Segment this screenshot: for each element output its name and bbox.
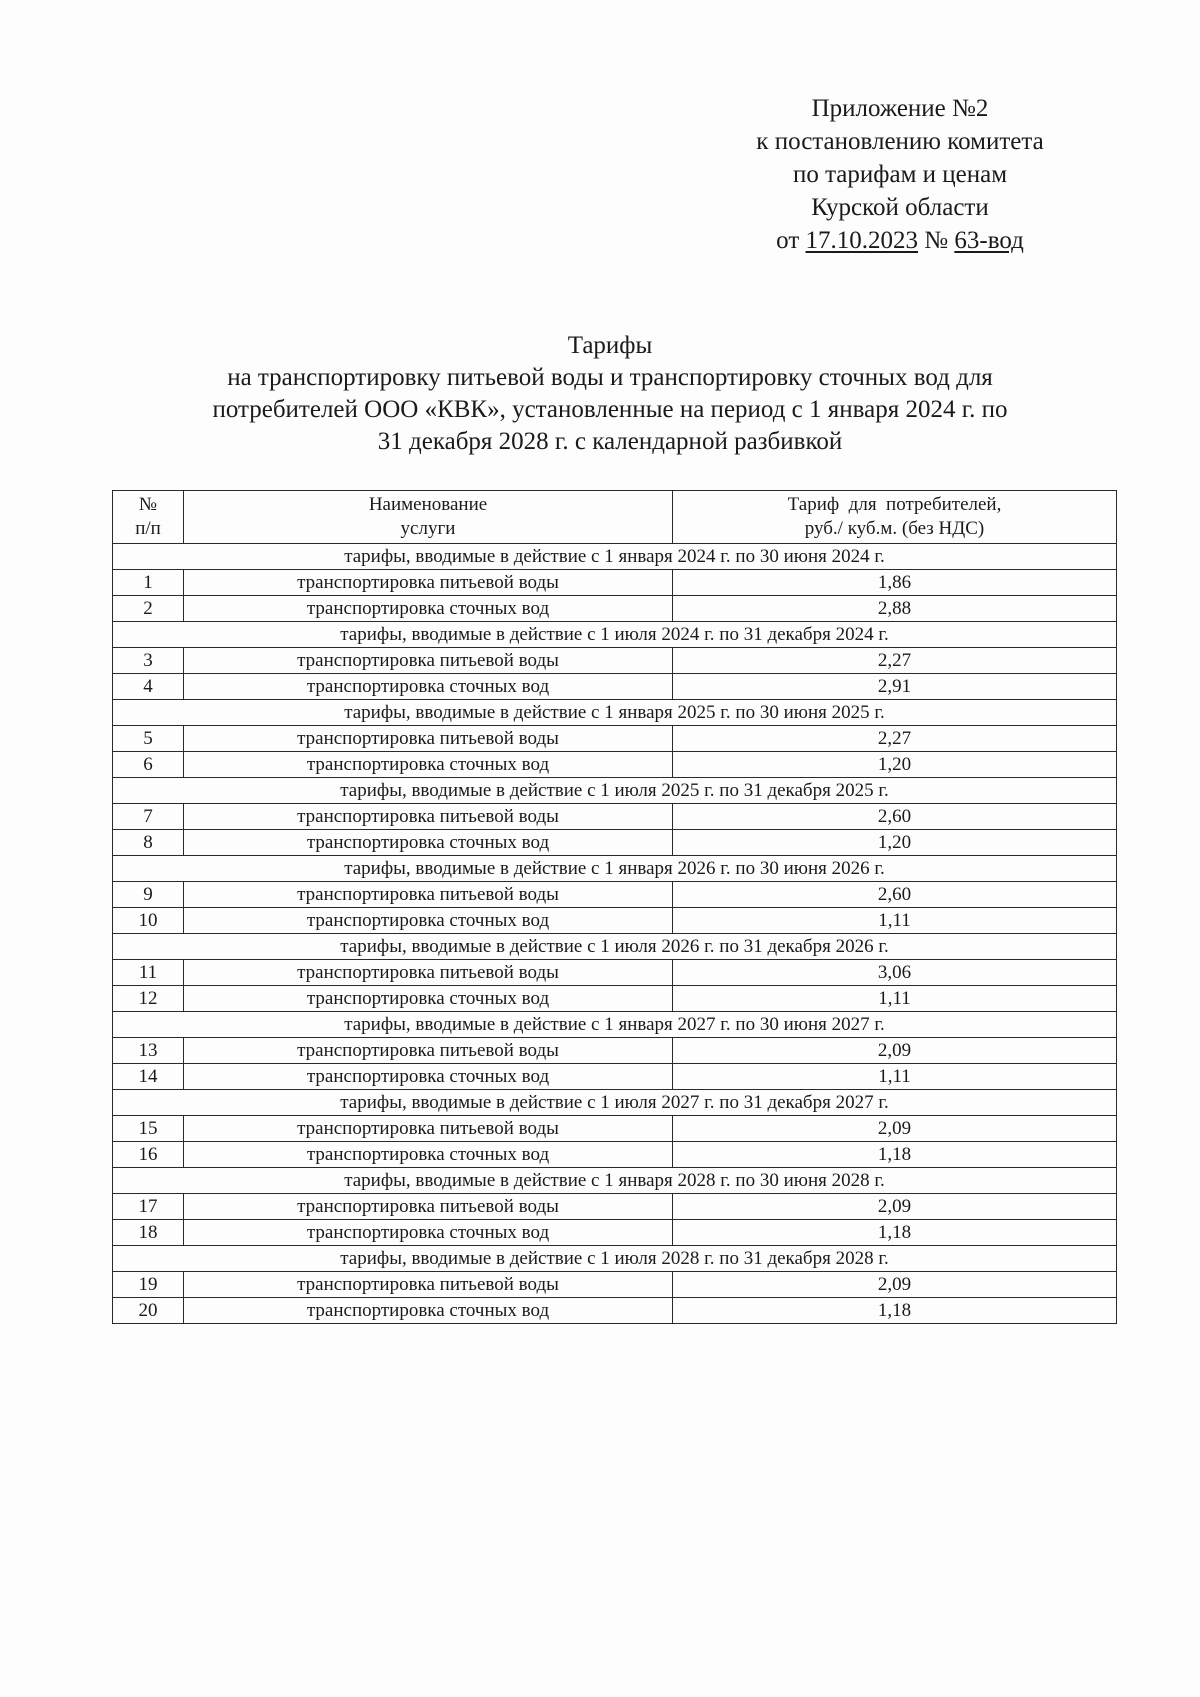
- service-name: транспортировка сточных вод: [184, 908, 673, 934]
- row-number: 17: [113, 1194, 184, 1220]
- header-number-line: №: [138, 494, 158, 515]
- table-row: [113, 804, 1117, 830]
- table-row: [113, 1116, 1117, 1142]
- header-tariff-line: руб./ куб.м. (без НДС): [804, 518, 985, 539]
- title-line: потребителей ООО «КВК», установленные на период с 1 января 2024 г. по: [212, 396, 1008, 423]
- row-number: 18: [113, 1220, 184, 1246]
- period-row: [113, 1090, 1117, 1116]
- tariff-value: 3,06: [673, 960, 1117, 986]
- period-row: [113, 934, 1117, 960]
- service-name: транспортировка питьевой воды: [184, 1272, 673, 1298]
- appendix-reference-line: к постановлению комитета: [756, 128, 1044, 155]
- service-name: транспортировка сточных вод: [184, 1220, 673, 1246]
- row-number: 2: [113, 596, 184, 622]
- service-name: транспортировка сточных вод: [184, 1298, 673, 1324]
- resolution-date: 17.10.2023: [805, 227, 919, 254]
- tariff-table-body: [113, 544, 1117, 1324]
- table-row: [113, 986, 1117, 1012]
- table-row: [113, 1038, 1117, 1064]
- table-row: [113, 674, 1117, 700]
- row-number: 5: [113, 726, 184, 752]
- header-tariff-line: Тариф для потребителей,: [787, 494, 1002, 515]
- service-name: транспортировка сточных вод: [184, 986, 673, 1012]
- row-number: 4: [113, 674, 184, 700]
- resolution-number: 63-вод: [954, 227, 1024, 254]
- tariff-value: 2,27: [673, 648, 1117, 674]
- service-name: транспортировка питьевой воды: [184, 570, 673, 596]
- tariff-value: 1,20: [673, 752, 1117, 778]
- period-row: [113, 700, 1117, 726]
- appendix-date-line: [700, 224, 1100, 257]
- period-label: тарифы, вводимые в действие с 1 января 2025 г. по 30 июня 2025 г.: [113, 700, 1117, 726]
- service-name: транспортировка сточных вод: [184, 596, 673, 622]
- header-service-line: Наименование: [368, 494, 488, 515]
- tariff-value: 2,91: [673, 674, 1117, 700]
- title-line: 31 декабря 2028 г. с календарной разбивкой: [377, 428, 843, 455]
- period-row: [113, 1168, 1117, 1194]
- tariff-value: 1,20: [673, 830, 1117, 856]
- number-prefix: №: [918, 227, 955, 254]
- service-name: транспортировка сточных вод: [184, 674, 673, 700]
- tariff-value: 2,60: [673, 882, 1117, 908]
- row-number: 3: [113, 648, 184, 674]
- header-number: [113, 491, 184, 544]
- row-number: 6: [113, 752, 184, 778]
- tariff-value: 2,09: [673, 1038, 1117, 1064]
- row-number: 14: [113, 1064, 184, 1090]
- period-label: тарифы, вводимые в действие с 1 января 2027 г. по 30 июня 2027 г.: [113, 1012, 1117, 1038]
- service-name: транспортировка питьевой воды: [184, 1038, 673, 1064]
- table-row: [113, 752, 1117, 778]
- tariff-table: [112, 490, 1117, 1324]
- tariff-value: 1,11: [673, 1064, 1117, 1090]
- header-service-name: [184, 491, 673, 544]
- tariff-value: 1,18: [673, 1220, 1117, 1246]
- tariff-value: 2,09: [673, 1272, 1117, 1298]
- period-row: [113, 778, 1117, 804]
- period-label: тарифы, вводимые в действие с 1 июля 2027 г. по 31 декабря 2027 г.: [113, 1090, 1117, 1116]
- tariff-value: 1,86: [673, 570, 1117, 596]
- tariff-value: 1,11: [673, 986, 1117, 1012]
- tariff-value: 2,88: [673, 596, 1117, 622]
- row-number: 11: [113, 960, 184, 986]
- header-tariff: [673, 491, 1117, 544]
- table-row: [113, 596, 1117, 622]
- table-row: [113, 908, 1117, 934]
- tariff-value: 1,18: [673, 1142, 1117, 1168]
- tariff-value: 1,18: [673, 1298, 1117, 1324]
- appendix-header: [700, 92, 1100, 257]
- period-label: тарифы, вводимые в действие с 1 января 2026 г. по 30 июня 2026 г.: [113, 856, 1117, 882]
- table-row: [113, 1194, 1117, 1220]
- appendix-title: Приложение №2: [811, 95, 989, 122]
- table-row: [113, 960, 1117, 986]
- row-number: 12: [113, 986, 184, 1012]
- service-name: транспортировка питьевой воды: [184, 960, 673, 986]
- service-name: транспортировка питьевой воды: [184, 882, 673, 908]
- row-number: 10: [113, 908, 184, 934]
- service-name: транспортировка питьевой воды: [184, 726, 673, 752]
- period-label: тарифы, вводимые в действие с 1 июля 2025 г. по 31 декабря 2025 г.: [113, 778, 1117, 804]
- period-label: тарифы, вводимые в действие с 1 июля 2024 г. по 31 декабря 2024 г.: [113, 622, 1117, 648]
- service-name: транспортировка питьевой воды: [184, 1194, 673, 1220]
- row-number: 13: [113, 1038, 184, 1064]
- table-row: [113, 726, 1117, 752]
- tariff-value: 2,27: [673, 726, 1117, 752]
- table-row: [113, 1272, 1117, 1298]
- tariff-value: 2,09: [673, 1194, 1117, 1220]
- table-row: [113, 648, 1117, 674]
- table-row: [113, 882, 1117, 908]
- period-row: [113, 856, 1117, 882]
- period-row: [113, 544, 1117, 570]
- table-row: [113, 570, 1117, 596]
- service-name: транспортировка сточных вод: [184, 830, 673, 856]
- row-number: 9: [113, 882, 184, 908]
- table-header-row: [113, 491, 1117, 544]
- service-name: транспортировка питьевой воды: [184, 648, 673, 674]
- period-row: [113, 1246, 1117, 1272]
- service-name: транспортировка сточных вод: [184, 1064, 673, 1090]
- period-row: [113, 1012, 1117, 1038]
- date-prefix: от: [776, 227, 806, 254]
- row-number: 16: [113, 1142, 184, 1168]
- header-number-line: п/п: [135, 518, 161, 539]
- appendix-reference-line: по тарифам и ценам: [792, 161, 1008, 188]
- header-service-line: услуги: [400, 518, 456, 539]
- table-row: [113, 830, 1117, 856]
- period-label: тарифы, вводимые в действие с 1 июля 2026 г. по 31 декабря 2026 г.: [113, 934, 1117, 960]
- row-number: 19: [113, 1272, 184, 1298]
- period-label: тарифы, вводимые в действие с 1 января 2024 г. по 30 июня 2024 г.: [113, 544, 1117, 570]
- title-line: на транспортировку питьевой воды и транспортировку сточных вод для: [227, 364, 993, 391]
- table-row: [113, 1298, 1117, 1324]
- table-row: [113, 1220, 1117, 1246]
- tariff-value: 1,11: [673, 908, 1117, 934]
- service-name: транспортировка сточных вод: [184, 1142, 673, 1168]
- service-name: транспортировка питьевой воды: [184, 804, 673, 830]
- service-name: транспортировка сточных вод: [184, 752, 673, 778]
- row-number: 20: [113, 1298, 184, 1324]
- appendix-reference-line: Курской области: [811, 194, 989, 221]
- row-number: 8: [113, 830, 184, 856]
- period-label: тарифы, вводимые в действие с 1 января 2028 г. по 30 июня 2028 г.: [113, 1168, 1117, 1194]
- row-number: 7: [113, 804, 184, 830]
- row-number: 15: [113, 1116, 184, 1142]
- table-row: [113, 1064, 1117, 1090]
- service-name: транспортировка питьевой воды: [184, 1116, 673, 1142]
- tariff-value: 2,60: [673, 804, 1117, 830]
- period-row: [113, 622, 1117, 648]
- title-heading: Тарифы: [567, 332, 653, 359]
- tariff-value: 2,09: [673, 1116, 1117, 1142]
- row-number: 1: [113, 570, 184, 596]
- document-title: [110, 330, 1110, 458]
- table-row: [113, 1142, 1117, 1168]
- period-label: тарифы, вводимые в действие с 1 июля 2028 г. по 31 декабря 2028 г.: [113, 1246, 1117, 1272]
